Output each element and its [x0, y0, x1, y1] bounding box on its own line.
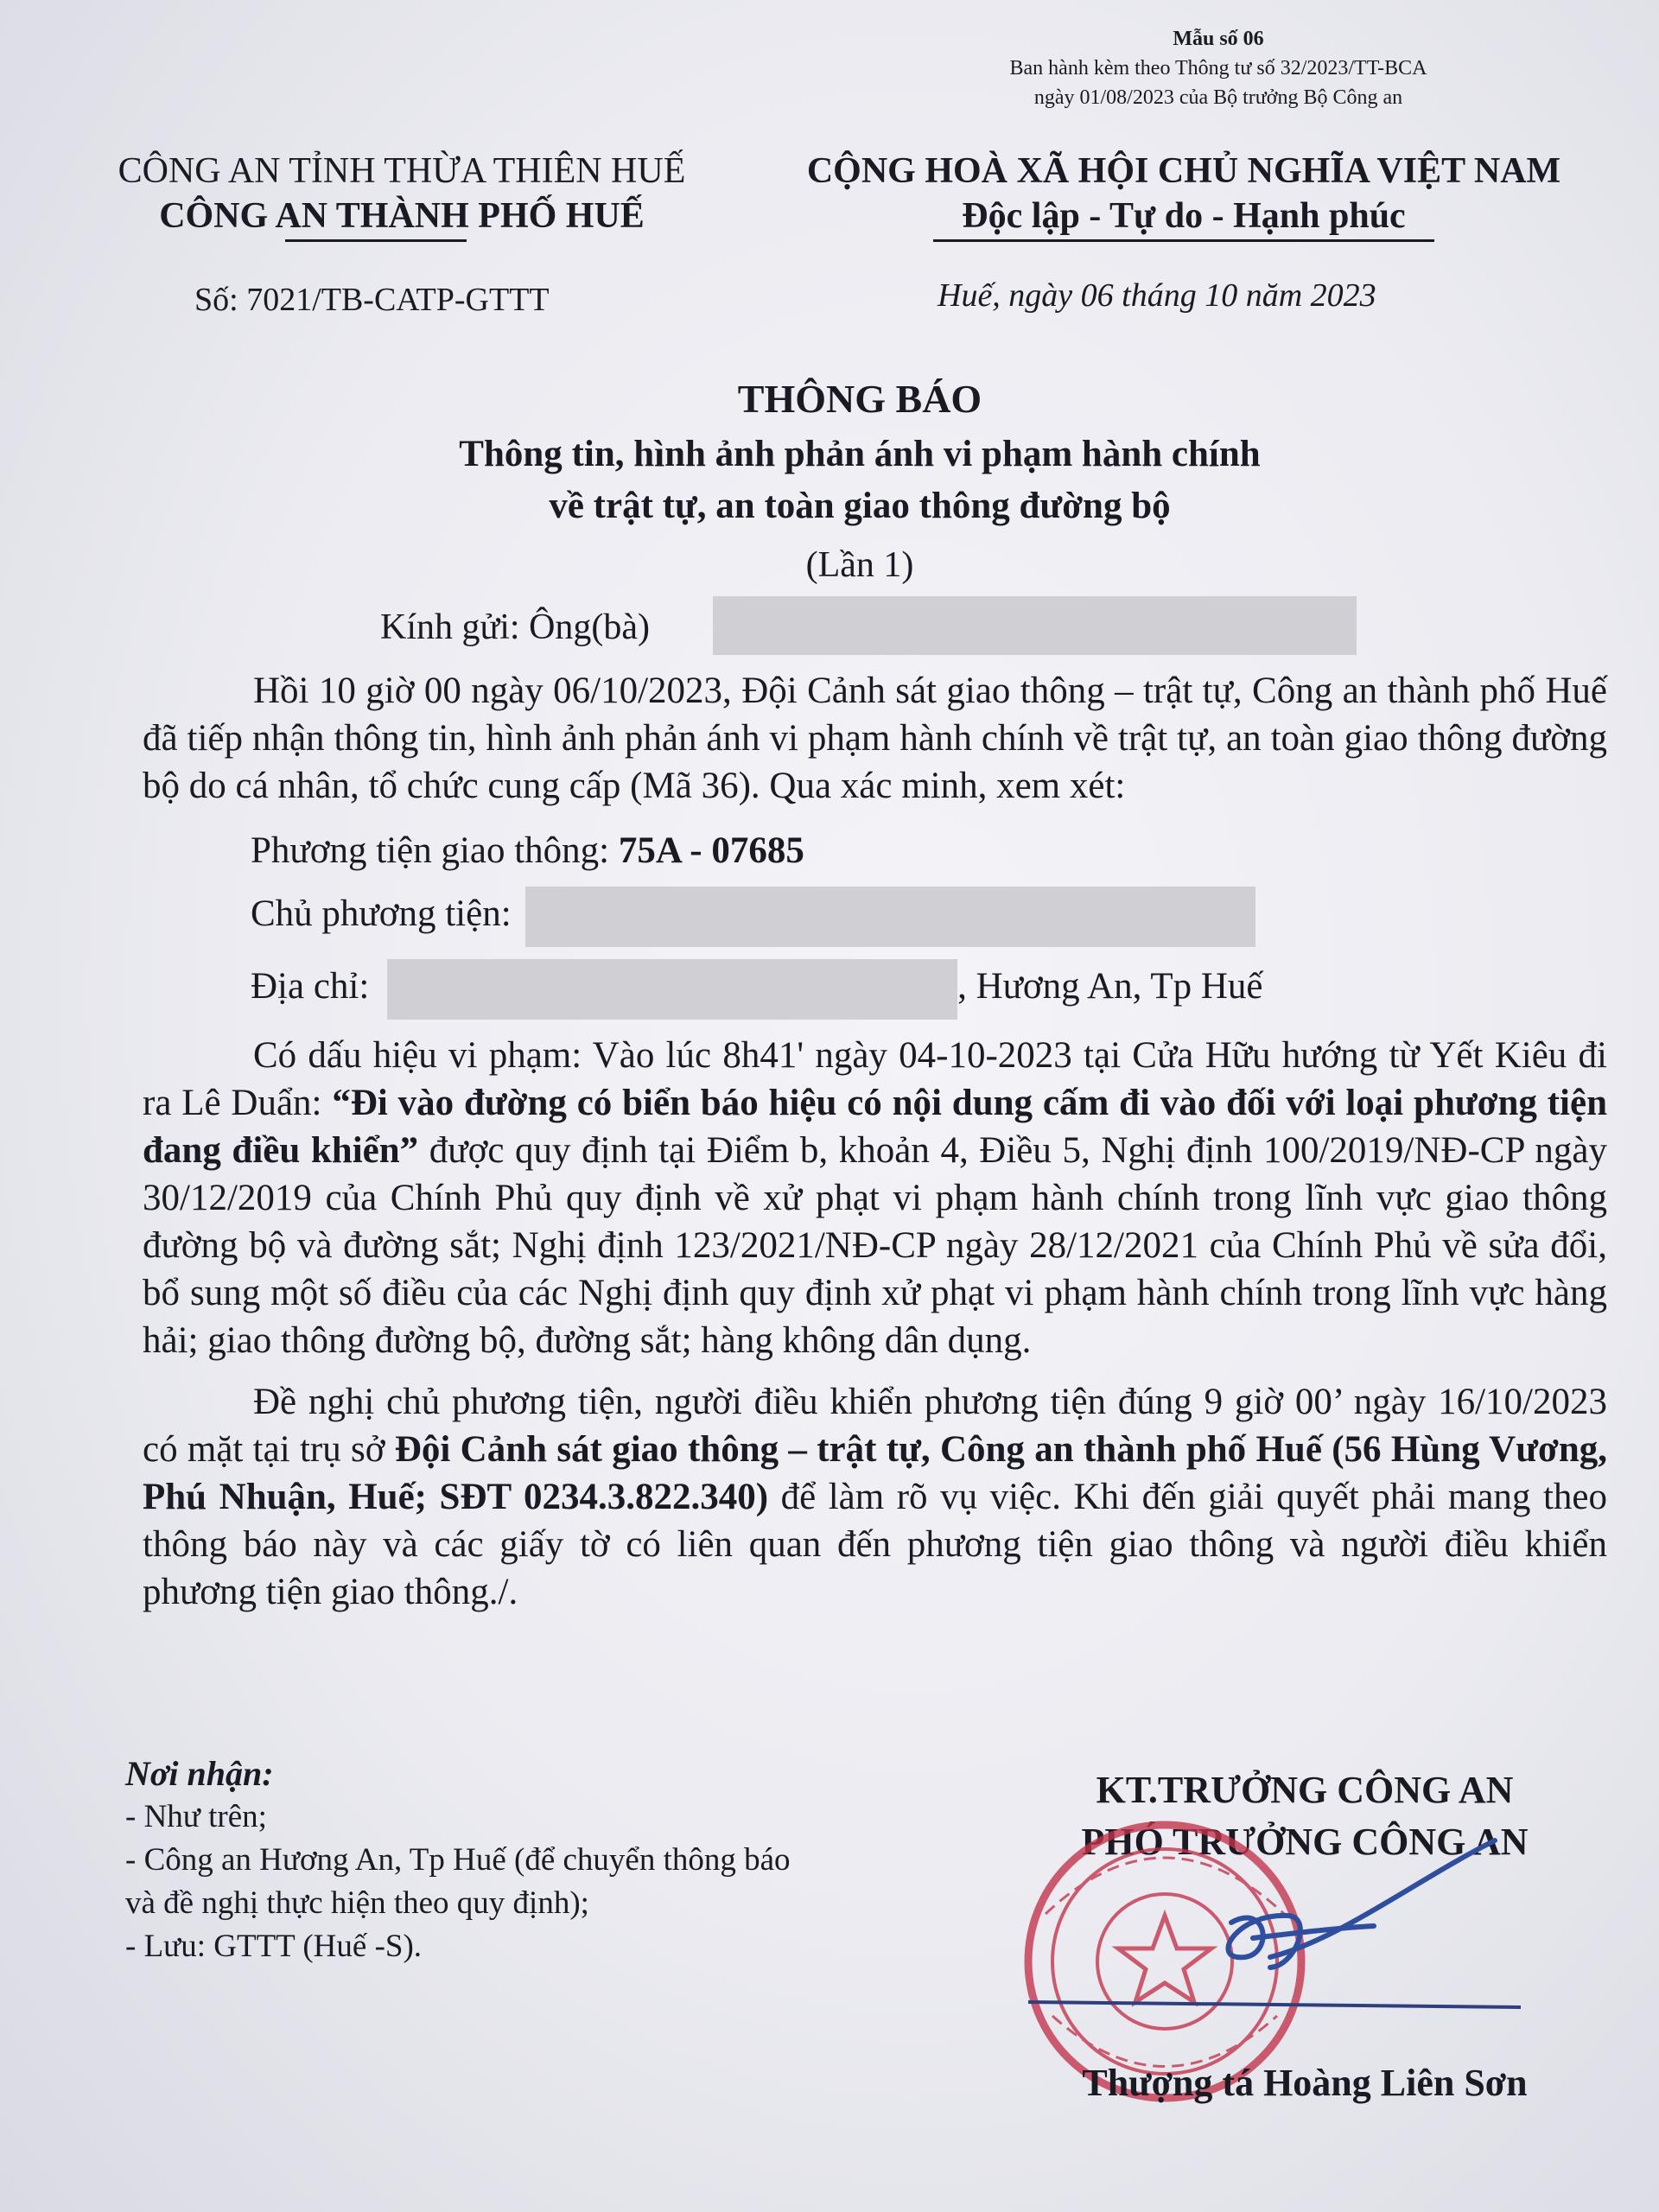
document-body [143, 667, 1607, 1616]
address-suffix: , Hương An, Tp Huế [957, 965, 1263, 1007]
addressee-line [380, 607, 650, 648]
national-motto: Độc lập - Tự do - Hạnh phúc [962, 196, 1406, 236]
national-name: CỘNG HOÀ XÃ HỘI CHỦ NGHĨA VIỆT NAM [806, 151, 1561, 191]
document-date: Huế, ngày 06 tháng 10 năm 2023 [938, 277, 1376, 314]
recipient-item-3: - Lưu: GTTT (Huế -S). [125, 1929, 423, 1964]
stamp-text-arc-bottom [1052, 2016, 1277, 2067]
issuing-agency-parent: CÔNG AN TỈNH THỪA THIÊN HUẾ [118, 151, 686, 191]
violation-intro: Có dấu hiệu vi phạm: Vào lúc 8h41' ngày 04-10-2023 tại Cửa Hữu hướng từ Yết Kiêu đi ra Lê Duẩn: [143, 1035, 1607, 1123]
document-number: Số: 7021/TB-CATP-GTTT [194, 282, 550, 318]
recipients-heading: Nơi nhận: [125, 1754, 274, 1793]
issuing-agency-name: CÔNG AN THÀNH PHỐ HUẾ [159, 196, 645, 236]
form-issued-by: Ban hành kèm theo Thông tư số 32/2023/TT-BCA [1009, 57, 1427, 79]
recipient-item-2: - Công an Hương An, Tp Huế (để chuyển thông báo [125, 1842, 791, 1878]
vehicle-label: Phương tiện giao thông: [251, 830, 610, 871]
paragraph-intro: Hồi 10 giờ 00 ngày 06/10/2023, Đội Cảnh sát giao thông – trật tự, Công an thành phố Huế đã tiếp nhận thông tin, hình ảnh phản ánh vi phạm hành chính về trật tự, an toàn giao thông đường bộ do cá nhân, tổ chức cung cấp (Mã 36). Qua xác minh, xem xét: [143, 671, 1607, 806]
stamp-outer-ring [1028, 1825, 1301, 2098]
title-sub-1: Thông tin, hình ảnh phản ánh vi phạm hành chính [459, 434, 1261, 474]
paragraph-request [143, 1378, 1607, 1616]
signature-title-2: PHÓ TRƯỞNG CÔNG AN [1081, 1821, 1529, 1863]
issuer-underline [285, 239, 467, 242]
vehicle-line [143, 827, 1607, 874]
form-issued-date: ngày 01/08/2023 của Bộ trưởng Bộ Công an [1033, 86, 1403, 109]
request-office: Đội Cảnh sát giao thông – trật tự, Công an thành phố Huế (56 Hùng Vương, Phú Nhuận, Huế; SĐT 0234.3.822.340) [143, 1429, 1607, 1517]
motto-underline [933, 239, 1434, 242]
paragraph-violation [143, 1032, 1607, 1364]
form-reference [907, 24, 1529, 112]
owner-line [143, 887, 1607, 947]
recipient-item-2-cont: và đề nghị thực hiện theo quy định); [125, 1885, 589, 1921]
title-sub-2: về trật tự, an toàn giao thông đường bộ [549, 486, 1171, 526]
title-round: (Lần 1) [805, 545, 914, 585]
star-icon [1118, 1916, 1211, 2002]
owner-label: Chủ phương tiện: [251, 893, 512, 934]
request-details: để làm rõ vụ việc. Khi đến giải quyết phải mang theo thông báo này và các giấy tờ có liên quan đến phương tiện giao thông và người điều khiển phương tiện giao thông./. [143, 1477, 1607, 1612]
signer-name: Thượng tá Hoàng Liên Sơn [1082, 2062, 1528, 2104]
signature-title-1: KT.TRƯỞNG CÔNG AN [1096, 1769, 1514, 1811]
request-intro: Đề nghị chủ phương tiện, người điều khiển phương tiện đúng 9 giờ 00’ ngày 16/10/2023 có mặt tại trụ sở [143, 1382, 1607, 1470]
redacted-address [387, 959, 957, 1020]
signature-line [1028, 2002, 1521, 2007]
address-label: Địa chỉ: [251, 965, 370, 1007]
vehicle-plate: 75A - 07685 [618, 830, 804, 871]
recipients-block [125, 1752, 903, 1968]
addressee-label: Kính gửi: Ông(bà) [380, 607, 651, 647]
recipient-item-1: - Như trên; [125, 1799, 267, 1834]
address-line [143, 959, 1607, 1020]
national-header [752, 149, 1616, 238]
handwritten-signature [1228, 1840, 1495, 1967]
issuing-agency [82, 149, 721, 238]
redacted-addressee [713, 596, 1357, 655]
violation-legal-basis: được quy định tại Điểm b, khoản 4, Điều 5, Nghị định 100/2019/NĐ-CP ngày 30/12/2019 của Chính Phủ quy định về xử phạt vi phạm hành chính trong lĩnh vực giao thông đường bộ và đường sắt; Nghị định 123/2021/NĐ-CP ngày 28/12/2021 của Chính Phủ về sửa đổi, bổ sung một số điều của các Nghị định quy định xử phạt vi phạm hành chính trong lĩnh vực hàng hải; giao thông đường bộ, đường sắt; hàng không dân dụng. [143, 1130, 1607, 1361]
redacted-owner [525, 887, 1255, 947]
document-title [0, 373, 1659, 591]
violation-description: “Đi vào đường có biển báo hiệu có nội dung cấm đi vào đối với loại phương tiện đang điều khiển” [143, 1083, 1608, 1171]
form-number: Mẫu số 06 [1173, 28, 1264, 50]
title-main: THÔNG BÁO [737, 377, 982, 421]
